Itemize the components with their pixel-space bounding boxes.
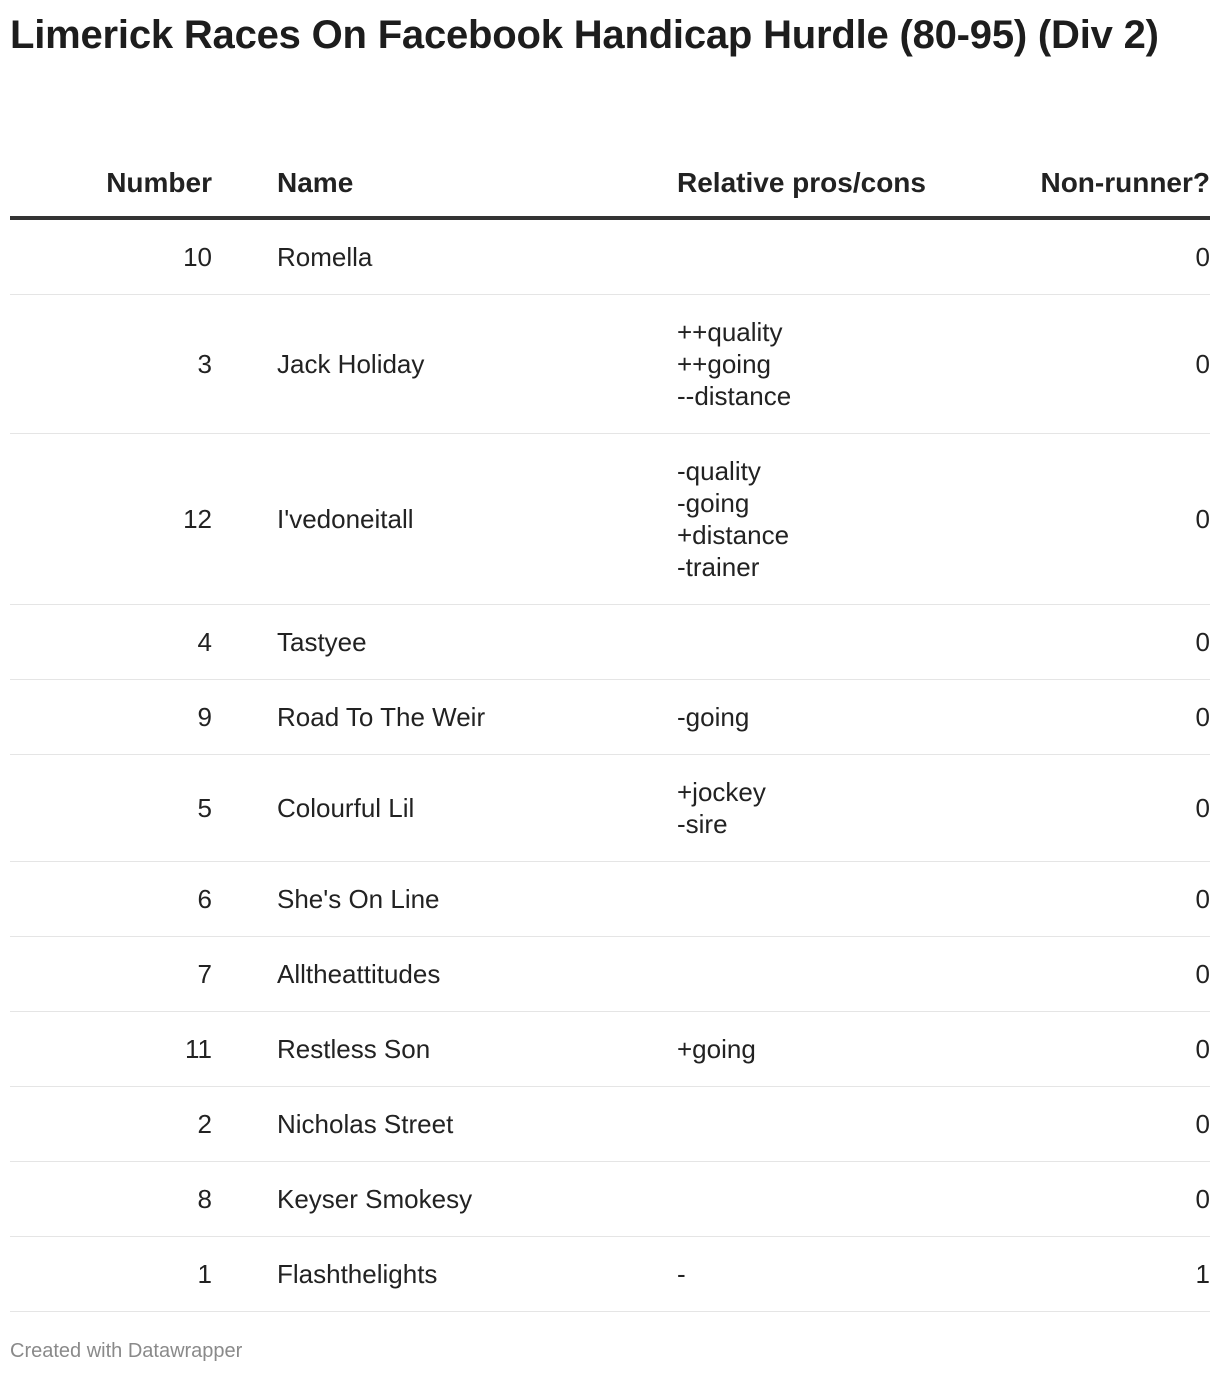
table-row (10, 1162, 1210, 1237)
cell-non-runner: 0 (990, 1087, 1210, 1162)
cell-name: Road To The Weir (277, 680, 677, 755)
cell-name: Romella (277, 218, 677, 295)
cell-gap (212, 605, 277, 680)
cell-pros-cons (677, 605, 990, 680)
pros-cons-item: - (677, 1259, 686, 1289)
cell-name: Colourful Lil (277, 755, 677, 862)
cell-gap (212, 1012, 277, 1087)
cell-gap (212, 295, 277, 434)
column-gap (212, 150, 277, 218)
cell-number: 1 (10, 1237, 212, 1312)
table-row (10, 755, 1210, 862)
table-row (10, 1237, 1210, 1312)
pros-cons-item: +jockey (677, 777, 766, 807)
cell-gap (212, 755, 277, 862)
cell-pros-cons (677, 1087, 990, 1162)
table-row (10, 1012, 1210, 1087)
cell-gap (212, 1087, 277, 1162)
cell-non-runner: 0 (990, 680, 1210, 755)
cell-number: 10 (10, 218, 212, 295)
cell-name: Restless Son (277, 1012, 677, 1087)
pros-cons-item: +going (677, 1034, 756, 1064)
cell-non-runner: 1 (990, 1237, 1210, 1312)
cell-gap (212, 862, 277, 937)
race-table (10, 150, 1210, 1312)
cell-pros-cons (677, 755, 990, 862)
cell-name: She's On Line (277, 862, 677, 937)
cell-pros-cons (677, 1162, 990, 1237)
cell-pros-cons (677, 218, 990, 295)
pros-cons-item: ++quality (677, 317, 783, 347)
cell-name: Jack Holiday (277, 295, 677, 434)
pros-cons-item: -going (677, 702, 750, 732)
cell-pros-cons (677, 1237, 990, 1312)
table-row (10, 937, 1210, 1012)
cell-number: 6 (10, 862, 212, 937)
cell-non-runner: 0 (990, 434, 1210, 605)
cell-number: 3 (10, 295, 212, 434)
pros-cons-item: --distance (677, 381, 792, 411)
table-row (10, 605, 1210, 680)
pros-cons-item: ++going (677, 349, 771, 379)
table-row (10, 218, 1210, 295)
pros-cons-item: +distance (677, 520, 790, 550)
cell-number: 9 (10, 680, 212, 755)
cell-number: 11 (10, 1012, 212, 1087)
cell-pros-cons (677, 937, 990, 1012)
cell-non-runner: 0 (990, 218, 1210, 295)
cell-pros-cons (677, 434, 990, 605)
cell-number: 12 (10, 434, 212, 605)
table-row (10, 295, 1210, 434)
datawrapper-credit: Created with Datawrapper (10, 1340, 243, 1362)
cell-non-runner: 0 (990, 862, 1210, 937)
cell-gap (212, 434, 277, 605)
cell-gap (212, 218, 277, 295)
cell-name: Tastyee (277, 605, 677, 680)
table-body (10, 218, 1210, 1312)
cell-name: I'vedoneitall (277, 434, 677, 605)
cell-non-runner: 0 (990, 295, 1210, 434)
table-row (10, 680, 1210, 755)
cell-name: Flashthelights (277, 1237, 677, 1312)
cell-name: Nicholas Street (277, 1087, 677, 1162)
table-row (10, 434, 1210, 605)
pros-cons-item: -going (677, 488, 750, 518)
pros-cons-item: -sire (677, 809, 728, 839)
cell-gap (212, 1162, 277, 1237)
cell-pros-cons (677, 1012, 990, 1087)
cell-number: 5 (10, 755, 212, 862)
column-header-name[interactable]: Name (277, 150, 677, 218)
cell-gap (212, 1237, 277, 1312)
table-row (10, 862, 1210, 937)
cell-number: 2 (10, 1087, 212, 1162)
column-header-number[interactable]: Number (10, 150, 212, 218)
pros-cons-item: -quality (677, 456, 761, 486)
cell-non-runner: 0 (990, 1162, 1210, 1237)
cell-non-runner: 0 (990, 605, 1210, 680)
column-header-pros-cons[interactable]: Relative pros/cons (677, 150, 990, 218)
chart-container (10, 0, 1210, 1289)
cell-pros-cons (677, 862, 990, 937)
cell-gap (212, 937, 277, 1012)
cell-non-runner: 0 (990, 1012, 1210, 1087)
cell-number: 4 (10, 605, 212, 680)
cell-pros-cons (677, 680, 990, 755)
cell-pros-cons (677, 295, 990, 434)
table-row (10, 1087, 1210, 1162)
cell-name: Keyser Smokesy (277, 1162, 677, 1237)
pros-cons-item: -trainer (677, 552, 760, 582)
cell-name: Alltheattitudes (277, 937, 677, 1012)
cell-number: 7 (10, 937, 212, 1012)
column-header-non-runner[interactable]: Non-runner? (990, 150, 1210, 218)
chart-title: Limerick Races On Facebook Handicap Hurdle (80-95) (Div 2) (10, 13, 1159, 57)
cell-non-runner: 0 (990, 937, 1210, 1012)
cell-number: 8 (10, 1162, 212, 1237)
table-header-row (10, 150, 1210, 218)
cell-gap (212, 680, 277, 755)
cell-non-runner: 0 (990, 755, 1210, 862)
